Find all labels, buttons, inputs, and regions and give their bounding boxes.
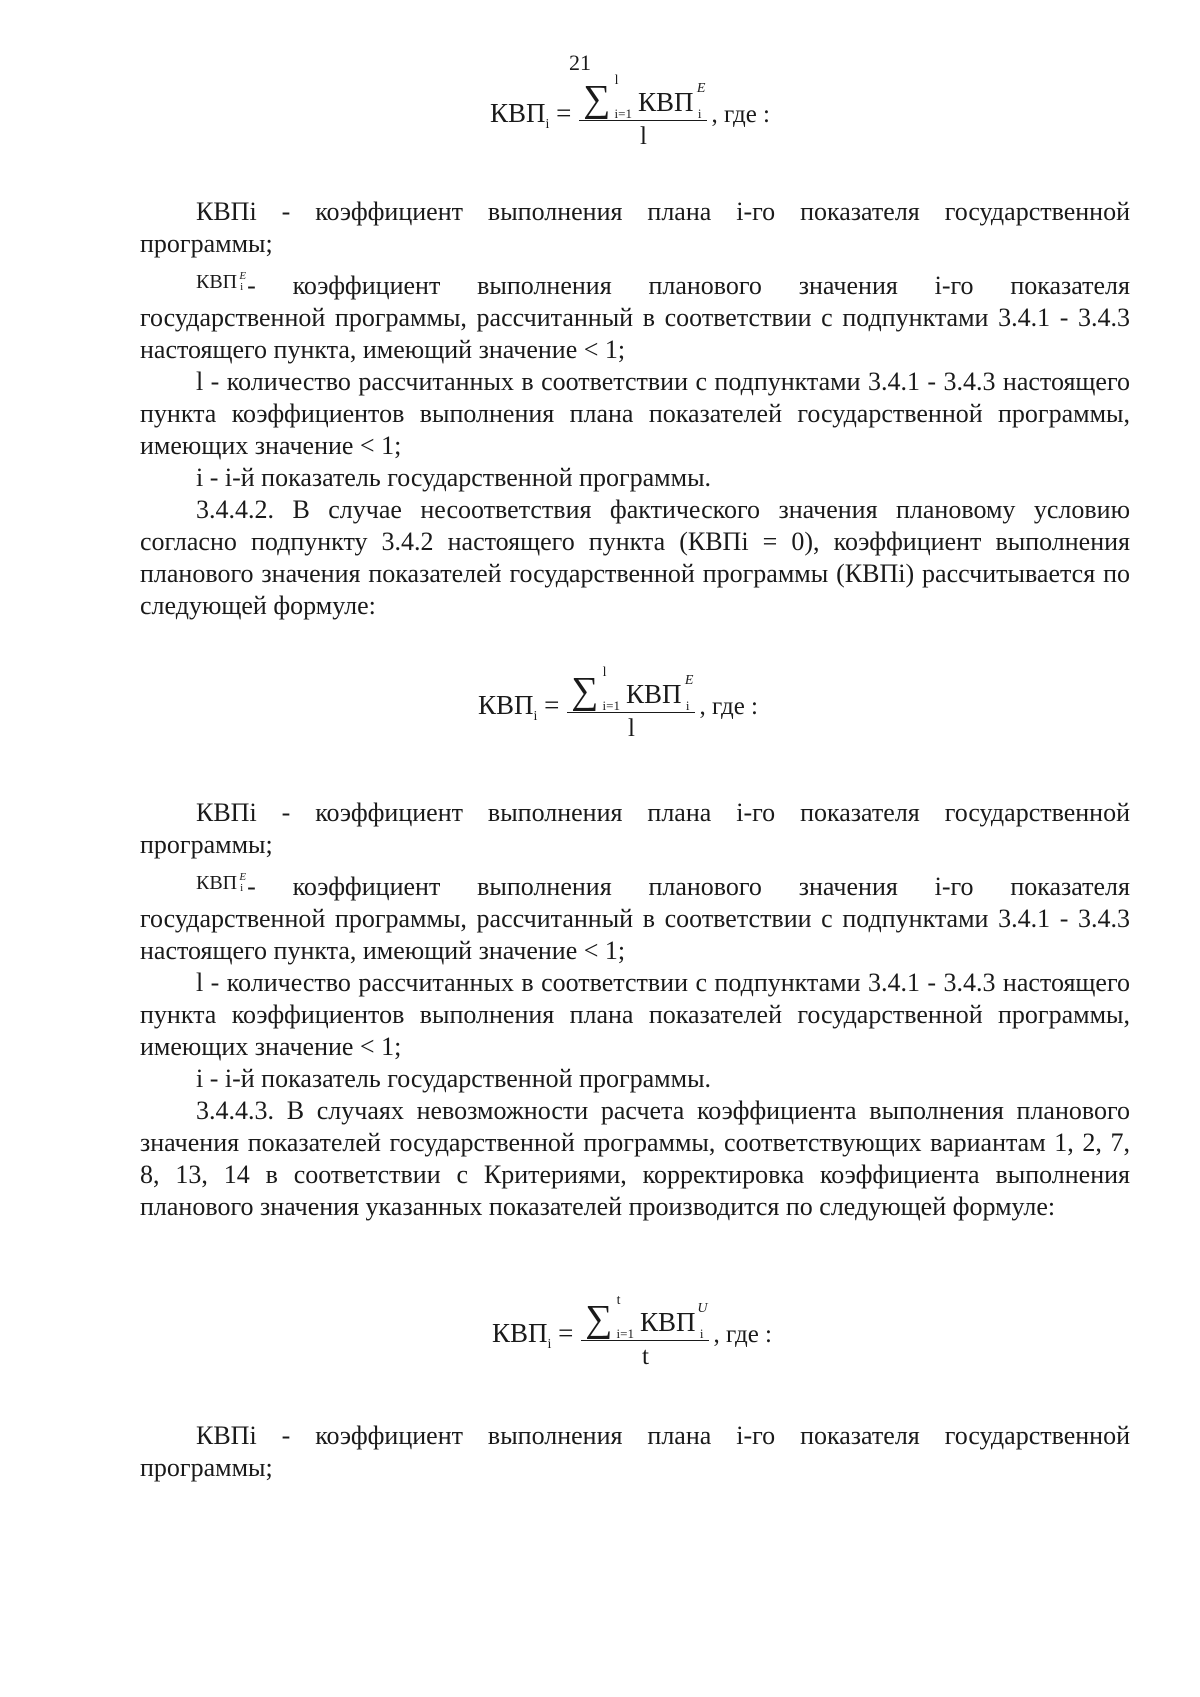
formula-1 <box>490 73 771 151</box>
definition-i: i - i-й показатель государственной программы. <box>196 1064 712 1093</box>
sum-term: КВП E i <box>637 81 706 121</box>
section-3 <box>140 1420 1130 1484</box>
formula-suffix: , где : <box>711 101 771 129</box>
formula-fraction <box>579 73 707 151</box>
definition-l: l - количество рассчитанных в соответствии с подпунктами 3.4.1 - 3.4.3 настоящего пункта коэффициентов выполнения плана показателей государственной программы, имеющих значение < 1; <box>140 367 1130 460</box>
section-1 <box>140 196 1130 622</box>
formula-denominator: t <box>641 1343 649 1370</box>
formula-fraction <box>581 1293 709 1371</box>
formula-numerator <box>579 73 707 121</box>
definition-kvp: КВПi - коэффициент выполнения плана i-го показателя государственной программы; <box>140 197 1130 258</box>
sum-lower-limit: i=1 <box>616 1326 634 1341</box>
definition-kvp-e: КВП E i - коэффициент выполнения планового значения i-го показателя государственной программы, рассчитанный в соответствии с подпунктами 3.4.1 - 3.4.3 настоящего пункта, имеющий значение < 1; <box>140 867 1130 967</box>
formula-suffix: , где : <box>713 1321 773 1349</box>
definition-l: l - количество рассчитанных в соответствии с подпунктами 3.4.1 - 3.4.3 настоящего пункта коэффициентов выполнения плана показателей государственной программы, имеющих значение < 1; <box>140 968 1130 1061</box>
formula-denominator: l <box>627 715 635 742</box>
formula-numerator <box>567 665 695 713</box>
sum-lower-limit: i=1 <box>602 698 620 713</box>
kvp-e-symbol: КВП E i <box>196 871 247 894</box>
formula-2 <box>478 665 759 743</box>
definition-i: i - i-й показатель государственной программы. <box>196 463 712 492</box>
page-number: 21 <box>569 50 591 75</box>
paragraph-3-4-4-3: 3.4.4.3. В случаях невозможности расчета коэффициента выполнения планового значения показателей государственной программы, соответствующих вариантам 1, 2, 7, 8, 13, 14 в соответствии с Критериями, корректировка коэффициента выполнения планового значения указанных показателей производится по следующей формуле: <box>140 1096 1130 1221</box>
formula-lhs: $КВП_i$ = <box>478 689 560 724</box>
definition-kvp: КВПi - коэффициент выполнения плана i-го показателя государственной программы; <box>140 798 1130 859</box>
formula-3 <box>492 1293 773 1371</box>
kvp-e-symbol: КВП E i <box>196 270 247 293</box>
formula-fraction <box>567 665 695 743</box>
sum-term: КВП E i <box>625 673 694 713</box>
formula-lhs: $КВП_i$ = <box>490 97 572 132</box>
definition-kvp-e: КВП E i - коэффициент выполнения планового значения i-го показателя государственной программы, рассчитанный в соответствии с подпунктами 3.4.1 - 3.4.3 настоящего пункта, имеющий значение < 1; <box>140 266 1130 366</box>
definition-kvp: КВПi - коэффициент выполнения плана i-го показателя государственной программы; <box>140 1421 1130 1482</box>
sum-term: КВП U i <box>639 1301 708 1341</box>
formula-lhs: $КВП_i$ = <box>492 1317 574 1352</box>
section-2 <box>140 797 1130 1223</box>
paragraph-3-4-4-2: 3.4.4.2. В случае несоответствия фактического значения плановому условию согласно подпункту 3.4.2 настоящего пункта (КВПi = 0), коэффициент выполнения планового значения показателей государственной программы (КВПi) рассчитывается по следующей формуле: <box>140 495 1130 620</box>
sum-symbol: ∑ l <box>583 73 619 120</box>
sum-symbol: ∑ l <box>571 665 607 712</box>
formula-suffix: , где : <box>699 693 759 721</box>
sum-lower-limit: i=1 <box>614 106 632 121</box>
formula-numerator <box>581 1293 709 1341</box>
sum-symbol: ∑ t <box>585 1293 621 1340</box>
formula-denominator: l <box>639 123 647 150</box>
